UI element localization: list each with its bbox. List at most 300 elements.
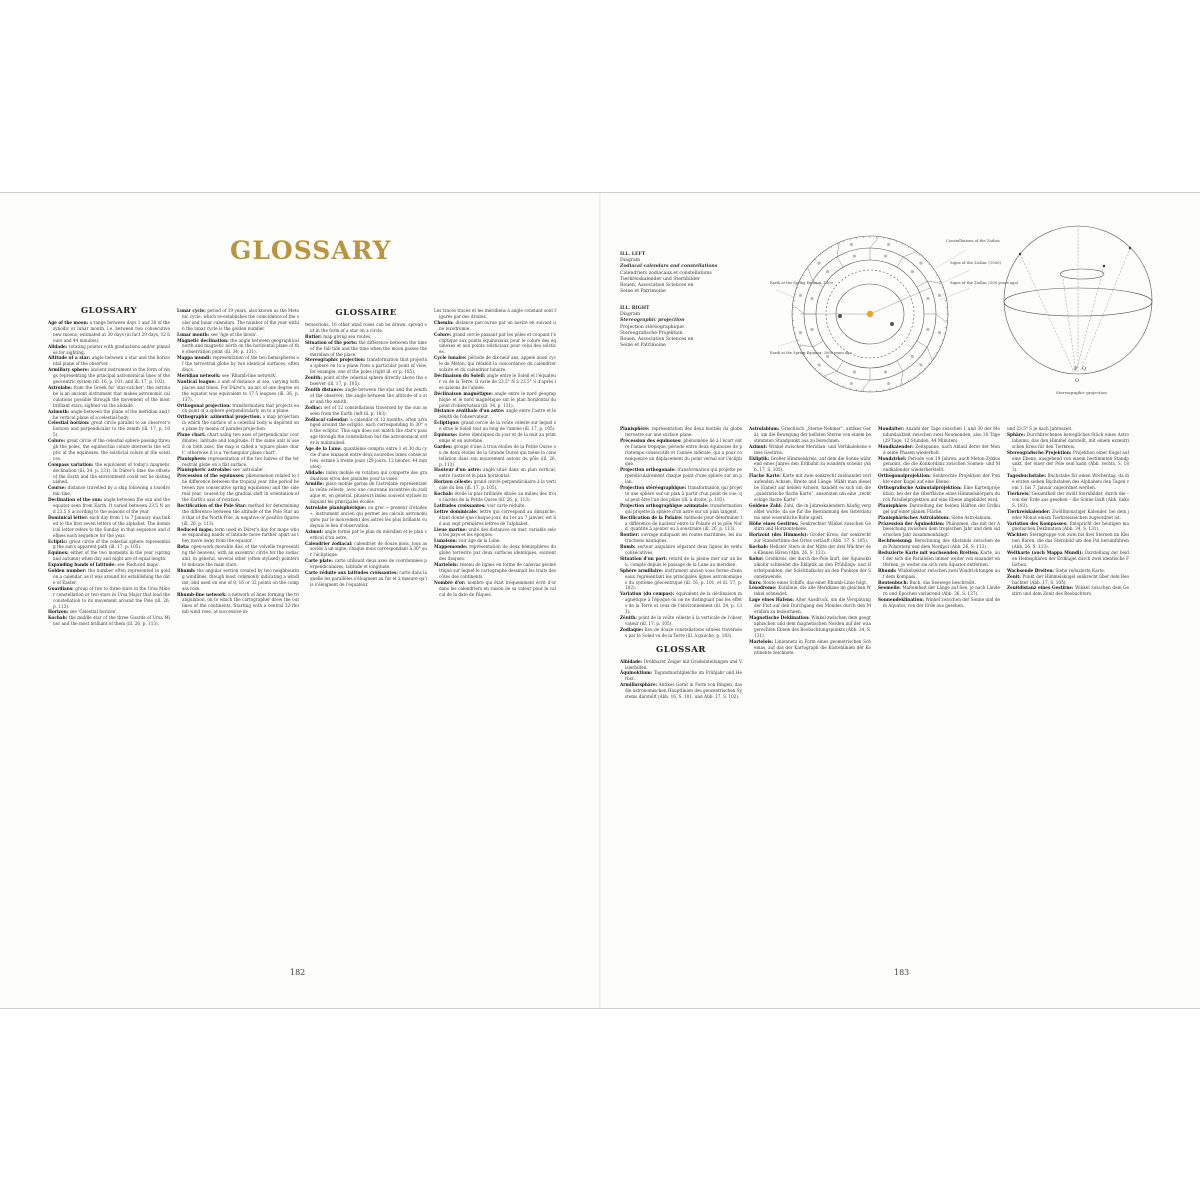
glossary-definition: lettre qui correspond au dimanche, étant donné que chaque jour, du 1er au 7 janvier, est lié aux sept premières lettres de l'alphabet. [439, 508, 556, 526]
glossary-term: Reduzierte Karte mit wachsenden Breiten: [878, 550, 981, 556]
glossary-definition: instrument ancien sous forme d'anneaux représentant les principales lignes astronomiques du système géocentrique (ill. 16, p. 101, et ill. 17, p. 102). [625, 567, 742, 591]
zodiac-tick [896, 241, 897, 243]
glossary-entry [48, 515, 170, 539]
caption-line: Tierkreiskalender und Sternbilder [620, 276, 700, 282]
glossary-entry [749, 556, 871, 580]
glossary-entry [434, 420, 556, 432]
glossary-definition: map giving sea routes. [323, 333, 372, 339]
glossary-entry [878, 456, 1000, 474]
glossary-definition: nombre qui était fréquemment écrit d'or dans les calendriers en raison de sa valeur pour le calcul de la date de Pâques. [439, 579, 556, 597]
zodiac-sign-icon [853, 254, 856, 257]
zodiac-tick [928, 264, 930, 265]
glossary-entry [620, 467, 742, 485]
glossary-definition: Les traces tracés et les méridiens à angle constant sont figurés par des droites. [434, 308, 556, 319]
glossary-term: Nautical league: [177, 378, 218, 384]
glossary-term: Projection stéréographique: [620, 485, 688, 491]
zodiac-division-line [837, 257, 843, 267]
glossary-definition: lieu de douze constellations situées traversées par le Soleil vu de la Terre (ill. à gauche, p. 183). [625, 626, 742, 638]
glossary-definition: each day from 1 to 7 January was linked to the first seven letters of the alphabet. The dominical letter refers to the Sunday in that sequence and defines each sequence for the year. [53, 514, 170, 538]
zodiac-sign-icon [911, 270, 914, 273]
zodiac-sign-icon [850, 382, 853, 385]
zodiac-tick [806, 269, 808, 270]
glossary-definition: représentation de deux hémisphères du globe terrestre par deux surfaces identiques, souvent des disques. [439, 544, 556, 562]
glossary-heading: GLOSSAIRE [335, 308, 397, 318]
glossary-entry [434, 444, 556, 468]
glossary-entry [1007, 432, 1129, 450]
glossary-term: Rhumb: [177, 567, 198, 573]
glossary-entry [48, 485, 170, 497]
glossary-term: Armillarsphäre: [620, 682, 659, 688]
glossary-term: Kochab: [749, 544, 770, 550]
caption-line: Rouen, Association Sciences en [620, 283, 694, 289]
glossary-definition: carte dans laquelle les parallèles s'éloignent au fur et à mesure qu'ils s'éloignent de l'équateur. [310, 570, 427, 587]
zodiac-sign-icon [810, 328, 813, 331]
glossary-term: Hauteur d'un astre: [434, 467, 484, 473]
glossary-definition: Winkelsektor zwischen zwei Windrichtungen auf dem Kompass. [883, 567, 1000, 579]
zodiac-sign-icon [817, 363, 820, 366]
zodiac-sign-icon [810, 297, 813, 300]
caption-line: Stereographic projection [620, 318, 685, 324]
glossary-definition: Winkel zwischen dem geographischen und dem magnetischen Norden auf der waagerechten Ebene des Beobachtungspunkts (Abb. 34, S. 131). [754, 615, 871, 638]
glossary-entry [878, 444, 1000, 456]
glossary-entry [749, 615, 871, 639]
zodiac-tick [797, 287, 799, 288]
caption-line: Seine et Patrimoine [620, 289, 666, 295]
glossary-term: Zenith distance: [305, 386, 345, 392]
glossary-definition: Karte mit zwei senkrecht zueinander verlaufenden Achsen, Breite und Länge. Wählt man dieselbe Einheit auf beiden Achsen, handelt es sich um die „quadratische flache Karte“, ansonsten um eine „rechteckige flache Karte“. [754, 473, 871, 502]
glossary-definition: grand cercle de la voûte céleste sur lequel se situe le Soleil tout au long de l'année (ill. 17, p. 105). [439, 420, 556, 432]
glossary-term: Armille: [305, 481, 326, 487]
glossary-entry [749, 639, 871, 657]
glossary-entry [749, 456, 871, 474]
glossary-entry [620, 568, 742, 592]
glossary-entry [48, 385, 170, 409]
glossary-definition: method for determining the difference between the altitude of the Pole Star and that of the North Pole, in negative or positive figures (ill. 26, p. 113). [182, 502, 299, 526]
glossary-definition: Kurslinie, die alle Meridiane im gleichen Winkel schneidet. [754, 585, 871, 597]
glossary-entry [434, 391, 556, 409]
glossary-definition: angle between the sun and the equator seen from Earth. It varied between 23.5 N and 23.5 S according to the seasons of the year. [53, 497, 170, 514]
glossary-term: Equinox: [48, 550, 71, 556]
glossary-definition: Buch, das Seewege beschreibt. [909, 579, 976, 585]
glossary-entry [177, 473, 299, 503]
glossary-entry [620, 485, 742, 503]
glossary-definition: angle between the plane of the meridian and the vertical plane of a celestial body. [53, 408, 170, 420]
glossary-entry [620, 544, 742, 556]
label-earth-2000: Earth at the Spring Equinox, 2000 years ago [770, 351, 852, 355]
glossary-entry [305, 481, 427, 505]
glossary-entry [48, 367, 170, 385]
glossary-definition: term used in Dürer's day for maps whose expanding bands of latitude move further apart as they move away from the equator. [182, 526, 300, 544]
glossary-entry [305, 570, 427, 588]
glossary-entry [305, 446, 427, 470]
glossary-definition: transformation qui projette une sphère sur un plan à partir d'un point de vue, qui peut être l'un des pôles (ill. à droite, p. 183). [625, 485, 742, 502]
glossary-entry [48, 462, 170, 486]
glossary-entry [878, 485, 1000, 503]
glossary-column-german-2 [878, 426, 1000, 946]
glossary-definition: see 'Age of the moon'. [210, 331, 258, 337]
glossary-term: Reduced maps: [177, 526, 215, 532]
glossary-definition: group of two to three stars in the Ursa Minor constellation or two stars in Ursa Major that lead the constellation to its movement around the Pole (ill. 26, p. 113). [53, 585, 170, 609]
glossary-definition: the equivalent of today's magnetic declination (ill. 34, p. 131). In Dürer's time the offsets of the Earth and the environment could not be distinguished. [53, 461, 170, 485]
glossary-entry [305, 470, 427, 482]
glossary-entry [305, 505, 427, 529]
glossary-entry [305, 558, 427, 570]
glossary-definition: quantième compris entre 1 et 30 du cycle d'une lunaison entre deux nouvelles lunes consécutives, estimé à trente jours (29 jours, 12 heures, 44 minutes). [310, 446, 428, 469]
glossary-term: Lieue marine: [434, 526, 469, 532]
caption-line: Diagram [620, 312, 641, 318]
glossary-term: Kurs: [749, 579, 764, 585]
zodiac-tick [795, 294, 797, 295]
caption-ill-left [620, 252, 770, 295]
caption-line: Stereografische Projektion [620, 330, 683, 336]
zodiac-division-line [927, 347, 932, 361]
glossary-definition: great circle of the celestial sphere representing the sun's apparent path (ill. 17, p. 105). [53, 538, 171, 550]
glossary-column-french [434, 308, 556, 953]
glossary-entry [177, 544, 299, 568]
glossary-term: Horizon: [48, 609, 70, 615]
glossary-entry [434, 527, 556, 539]
zodiac-division-line [897, 257, 903, 267]
glossary-entry [177, 456, 299, 468]
glossary-term: Tagesbuchstabe: [1007, 473, 1048, 479]
glossary-entry [305, 357, 427, 375]
glossary-term: Armillary sphere: [48, 367, 91, 373]
zodiac-sign-icon [938, 331, 941, 334]
glossary-term: Rota: [177, 544, 192, 550]
glossary-definition: Berechnung des Abstands zwischen dem Polarstern und dem Nordpol (Abb. 26, S. 113). [883, 538, 1000, 550]
zodiac-tick [939, 346, 941, 347]
diagram-caption-stereographic: Stereographic projection [1056, 390, 1107, 395]
glossary-definition: Großkreis, der durch die Pole läuft, der Äquinoktialkolur schneidet die Ekliptik an den Frühlings- und Herbstpunkten, der Solstitialkolur an den Punkten der Sonnenwende. [754, 555, 872, 579]
glossary-term: Azimuth: [48, 408, 71, 414]
glossary-definition: Anzahl der Tage zwischen 1 und 30 der Mondumlaufzeit zwischen zwei Neumonden, also 30 Tage (29 Tage, 12 Stunden, 44 Minuten). [883, 426, 1000, 443]
glossary-entry [749, 444, 871, 456]
zodiac-division-line [813, 341, 823, 347]
glossary-term: Routier: [620, 532, 641, 538]
glossary-column-french-2 [620, 426, 742, 946]
zodiac-sign-icon [850, 243, 853, 246]
glossary-definition: either of the two moments in the year (spring and autumn) when day and night are of equal length. [53, 550, 171, 562]
glossary-definition: the angular section created by two neighbouring windlines, though most commonly indicating a windline, and used on one of 8, 16 or 32 points on the compass rose. [182, 567, 299, 591]
glossary-term: Rhumb: [878, 567, 898, 573]
glossary-term: Lage eines Hafens: [749, 597, 796, 603]
glossary-entry [177, 568, 299, 592]
glossary-entry [1007, 509, 1129, 521]
glossary-term: Mondzirkel: [878, 455, 909, 461]
glossary-entry [305, 375, 427, 387]
glossary-term: Variation des Kompasses: [1007, 520, 1070, 526]
glossary-term: Tierkreis: [1007, 490, 1032, 496]
glossary-term: Carte plate: [305, 558, 335, 564]
label-earth-1500: Earth at the Spring Equinox, 1500 [770, 281, 833, 285]
glossary-term: Carte réduite aux latitudes croissantes: [305, 570, 400, 576]
glossary-entry [1007, 532, 1129, 550]
glossary-term: Zodiac: [305, 404, 324, 410]
zodiac-tick [850, 239, 851, 241]
glossary-term: Flache Karte: [749, 473, 783, 479]
zodiac-tick [941, 287, 943, 288]
glossary-term: Alidade: [48, 343, 69, 349]
glossary-definition: transformation qui projette perpendiculairement chaque point d'une sphère sur un plan. [625, 467, 742, 485]
zodiac-division-line [897, 361, 903, 371]
glossary-definition: étoile la plus brillante située au milieu des trois Gardes de la Petite Ourse (ill. 26, p. 113). [439, 491, 556, 502]
glossary-entry [305, 387, 427, 405]
glossary-entry [620, 682, 742, 700]
glossary-entry [305, 322, 427, 334]
glossary-definition: see 'Rhumb-line network'. [221, 372, 278, 378]
glossary-definition: Liniennetz in Form eines geometrischen Schemas, auf das der Kartograph die Küstenlinien der Kontinente zeichnete. [754, 638, 872, 656]
zodiac-sign-icon [926, 328, 929, 331]
glossary-definition: Griechisch „Sterne-Nehmer“, antikes Gerät, um die Bewegung der hellsten Sterne von einem bestimmten Standpunkt aus zu berechnen. [754, 426, 871, 443]
glossary-entry [177, 403, 299, 415]
glossary-definition: pièce mobile garnie de l'astrolabe représentant la voûte céleste, avec une couronne excentrée du zodiaque et, en général, plusieurs index souvent stylisés indiquant les principales étoiles. [310, 481, 427, 505]
glossary-term: Lunar cycle: [177, 308, 208, 313]
glossary-term: Mondalter: [878, 426, 906, 431]
glossary-term: Gardes: [434, 443, 454, 449]
glossary-definition: retard de la pleine mer sur un lieu, compté depuis le passage de la Lune au méridien. [625, 555, 743, 567]
glossary-entry [305, 541, 427, 559]
caption-line: Projection stéréographique [620, 324, 684, 330]
glossary-term: Zenit: [1007, 573, 1023, 579]
glossary-term: Weltkarte (auch Mappa Mundi): [1007, 550, 1085, 556]
glossary-term: Kochab: [48, 615, 69, 621]
glossary-entry [749, 585, 871, 597]
glossary-entry [48, 320, 170, 344]
glossary-entry [1007, 450, 1129, 474]
glossary-definition: Siehe reduzierte Karte. [1055, 567, 1106, 573]
glossary-term: Rectification of the Pole Star: [177, 502, 249, 508]
glossary-definition: Alter Ausdruck, um die Verspätung der Flut auf den Durchgang des Mondes durch den Meridian zu bezeichnen. [754, 597, 871, 615]
glossary-definition: Maßeinheit der Länge auf See, je nach Ländern und Epochen variierend (Abb. 36, S. 137). [883, 585, 1000, 597]
glossary-definition: period of 19 years, also known as the Metonic cycle, which re-establishes the coincidence of the solar and lunar calendars. The number of the year within the lunar cycle is the golden number. [182, 308, 299, 331]
glossary-entry [878, 503, 1000, 515]
zodiac-sign-icon [887, 243, 890, 246]
glossary-term: Orthogonalprojektion: [878, 473, 933, 479]
zodiac-division-line [936, 314, 947, 323]
glossary-entry [620, 503, 742, 515]
glossary-term: Wächter: [1007, 532, 1030, 538]
glossary-definition: ou grec « preneur d'étoiles », instrument ancien qui permet les calculs astronomiques par le mouvement des astres les plus brillants vu depuis le lieu d'observation. [310, 505, 428, 528]
glossary-definition: dates identiques du jour et de la nuit au printemps et en automne. [439, 432, 556, 443]
glossary-column-english-french [305, 308, 427, 953]
glossary-entry [434, 432, 556, 444]
glossary-definition: representation of the two halves of the terrestrial globe on a flat surface. [182, 455, 299, 467]
glossary-definition: the difference between the time of the full tide and the time when the moon passes the meridian of the place. [310, 339, 427, 357]
glossary-definition: index mobile en rotation qui comporte des graduations et/ou des pinnules pour la visée. [310, 469, 427, 481]
glossary-entry [1007, 521, 1129, 533]
zodiac-sign-icon [887, 382, 890, 385]
glossary-term: Magnetic declination: [177, 337, 231, 343]
glossary-definition: Hellster Stern in der Mitte der drei Wächter des Kleinen Bären (Abb. 26, S. 113). [754, 544, 871, 556]
glossary-term: Azimut: [305, 528, 325, 534]
glossary-entry [878, 585, 1000, 597]
glossary-entry [177, 308, 299, 332]
glossary-entry [177, 338, 299, 356]
glossary-entry [620, 438, 742, 468]
glossary-term: Loxodrome: [749, 585, 779, 591]
glossary-entry [620, 627, 742, 639]
glossary-entry [434, 408, 556, 420]
zodiac-division-line [903, 252, 917, 257]
zodiac-tick [843, 241, 844, 243]
glossary-entry [48, 550, 170, 562]
glossary-term: Celestial horizon: [48, 420, 92, 426]
glossary-definition: calendrier de douze mois, tous associés à un signe, chaque mois correspondant à 30° sur l'écliptique. [310, 540, 427, 558]
zodiac-sign-icon [826, 270, 829, 273]
glossary-definition: angle entre l'astre et le zénith de l'observateur. [439, 408, 556, 420]
caption-line: Calendriers zodiacaux et constellations [620, 270, 712, 276]
glossary-entry [434, 308, 556, 320]
glossary-entry [177, 355, 299, 373]
zodiac-tick [914, 250, 915, 252]
zodiac-tick [795, 334, 797, 335]
zodiac-tick [810, 264, 812, 265]
glossary-term: Astrolabe: [48, 384, 74, 390]
zodiac-tick [825, 376, 826, 378]
caption-line: Zodiacal calendars and constellations [620, 264, 718, 270]
glossary-term: Horizont (des Himmels): [749, 532, 810, 538]
glossary-entry [1007, 585, 1129, 597]
glossary-definition: Sterngruppe von zwei bis drei Sternen im Kleinen Bären, die das Sternbild um den Pol herumführen (Abb. 26, S. 113). [1012, 532, 1129, 550]
glossary-term: Alidade: [305, 469, 326, 475]
glossary-term: Guardians: [48, 585, 76, 591]
zodiac-division-line [793, 305, 804, 314]
glossary-term: Rutter: [305, 333, 324, 339]
glossary-entry [434, 355, 556, 373]
glossary-entry [434, 373, 556, 391]
glossary-definition: great circle parallel to an observer's horizon and perpendicular to the zenith (ill. 17, p. 105). [53, 420, 170, 438]
glossary-entry [48, 615, 170, 627]
glossary-term: Écliptique: [434, 420, 462, 426]
point-label-p: P [1074, 366, 1078, 372]
zodiac-tick [924, 368, 925, 369]
caption-tag: ILL. RIGHT [620, 306, 650, 311]
zodiac-sign-icon [919, 363, 922, 366]
glossary-definition: see 'astrolabe'. [232, 467, 265, 473]
glossary-definition: ouvrage indiquant les routes maritimes, les instructions nautiques. [625, 532, 743, 544]
glossary-definition: grand cercle passant par les pôles et coupant l'écliptique aux points équinoxiaux pour le colure des équinoxes et aux points solsticiaux pour celui des solstices. [439, 331, 557, 355]
glossary-term: Zodiacal calendar: [305, 416, 351, 422]
glossary-definition: see 'Reduced maps'. [117, 562, 161, 568]
glossary-definition: see 'Celestial horizon'. [69, 609, 118, 615]
glossary-definition: point of the celestial sphere directly above the observer (ill. 17, p. 105). [310, 375, 427, 387]
glossary-definition: unité des distances en mer, variable selon les pays et les époques. [439, 526, 556, 538]
glossary-term: Plane chart: [177, 432, 208, 438]
glossary-term: Astrolabium: [749, 426, 782, 431]
glossary-definition: ancient instrument in the form of rings representing the principal astronomical lines of the geocentric system (ill. 16, p. 101, and ill. 17, p. 102). [53, 367, 170, 385]
zodiac-sign-icon [926, 297, 929, 300]
caption-line: Diagram [620, 258, 641, 264]
glossary-definition: Phänomen, das mit der Abweichung zwischen dem tropischen Jahr und dem siderischen Jahr zusammenhängt. [883, 520, 1000, 538]
zodiac-tick [815, 368, 816, 369]
glossary-term: Tierkreiskalender: [1007, 508, 1053, 514]
glossary-definition: Punkt der Himmelskugel senkrecht über dem Beobachter (Abb. 17, S. 105). [1012, 573, 1130, 585]
glossary-definition: distance parcourue par un navire en suivant une loxodromie. [439, 319, 556, 331]
glossary-definition: phénomène lié à l'écart entre l'année tropique, période entre deux équinoxes de printemps consécutifs et l'année sidérale, qui a pour conséquence un déplacement du point vernal sur l'écliptique. [625, 437, 742, 467]
page-title: GLOSSARY [230, 236, 392, 265]
glossary-definition: Route eines Schiffs, das einer Rhumb-Linie folgt. [763, 579, 868, 585]
label-signs-500: Signs of the Zodiac (500 years ago) [950, 280, 1019, 285]
glossary-definition: équivalent de la déclinaison magnétique à l'époque où on ne distinguait pas les effets de la Terre et ceux de l'environnement (ill. 34, p. 131). [625, 591, 742, 615]
glossary-entry [620, 670, 742, 682]
glossary-definition: Projektion einer Kugel auf eine Ebene, ausgehend von einem bestimmten Standpunkt, der einer der Pole sein kann (Abb. rechts, S. 183). [1012, 449, 1129, 473]
glossary-term: Nombre d'or: [434, 579, 468, 585]
zodiac-sign-icon [799, 331, 802, 334]
glossary-definition: voir carte réduite. [487, 502, 526, 508]
zodiac-sign-icon [911, 355, 914, 358]
glossary-entry [434, 320, 556, 332]
label-signs-1500: Signs of the Zodiac (1500) [950, 260, 1001, 265]
glossary-term: Zodiaque: [620, 626, 645, 632]
glossary-entry [620, 426, 742, 438]
glossary-term: Stereographic projection: [305, 357, 367, 363]
zodiac-tick [843, 385, 844, 387]
zodiac-tick [939, 281, 941, 282]
glossary-term: Äquinoktium: [620, 670, 654, 676]
glossary-definition: méthode pour déterminer la différence de hauteur entre la Polaire et le pôle Nord, quantité à ajouter ou à soustraire (ill. 26, p. 113). [625, 514, 742, 532]
glossary-column-english-1 [48, 306, 170, 951]
glossary-entry [878, 550, 1000, 568]
glossary-term: Ecliptic: [48, 538, 70, 544]
zodiac-tick [815, 259, 816, 260]
glossary-entry [48, 409, 170, 421]
glossary-term: Mappemonde: [434, 544, 470, 550]
glossary-entry [305, 405, 427, 417]
glossary-definition: transformation qui projette la sphère d'un astre sur un plan tangent. [625, 502, 742, 514]
glossary-definition: representation of the two hemispheres of the terrestrial globe by two identical surfaces, often discs. [182, 355, 299, 373]
glossary-column-german-3 [1007, 426, 1129, 946]
glossary-term: Azimut: [749, 443, 769, 449]
glossary-definition: transformation that projects a sphere on to a plane from a particular point of view, for example, one of the poles (right ill. or p. 185). [310, 357, 428, 375]
caption-tag: ILL. LEFT [620, 252, 646, 257]
glossary-entry [48, 586, 170, 610]
zodiac-sign-icon [817, 261, 820, 264]
glossary-term: Rectification de la Polaire: [620, 514, 685, 520]
glossary-term: Rhumb-line network: [177, 591, 229, 597]
zodiac-tick [837, 243, 838, 245]
glossary-definition: open-work movable disc of the volvelle representing the heavens, with an excentric circle for the zodiac and, in general, several other (often stylised) pointers to indicate the main stars. [182, 544, 299, 567]
glossary-entry [305, 340, 427, 358]
glossary-term: Age of the moon: [48, 320, 90, 325]
glossary-term: Martelois: [434, 561, 460, 567]
glossary-definition: the number often represented in gold on a calendar, as it was around for establishing the date of Easter. [53, 568, 170, 585]
glossary-term: Höhe eines Gestirns: [749, 520, 801, 526]
glossary-entry [434, 544, 556, 562]
glossary-term: Golden number: [48, 568, 89, 574]
glossary-term: Colure: [434, 331, 453, 337]
glossary-definition: secteur angulaire séparant deux lignes de vents consécutives. [625, 544, 742, 556]
glossary-entry [48, 438, 170, 462]
glossary-term: Meridian network: [177, 372, 222, 378]
page-gutter [599, 193, 601, 1008]
glossary-definition: Senkrechter Winkel zwischen Gestirn und Horizontebene. [754, 520, 872, 532]
glossary-entry [177, 379, 299, 403]
glossary-term: Rechtweisung: [878, 538, 915, 544]
glossary-entry [177, 527, 299, 545]
glossary-entry [434, 491, 556, 503]
glossary-definition: from the Greek for 'star-catcher', the astrolabe is an ancient instrument that makes astronomic calculations possible through the movement of the most brilliant stars, sighted via the alidade. [53, 384, 170, 408]
zodiac-sign-icon [919, 261, 922, 264]
glossary-definition: rotating pointer with graduations and/or pinnules for sighting. [53, 343, 170, 355]
glossary-term: Goldene Zahl: [749, 502, 784, 508]
zodiac-tick [799, 346, 801, 347]
glossary-definition: voir âge de la Lune. [458, 538, 501, 544]
glossary-column-german-1 [749, 426, 871, 946]
glossary-term: Ekliptik: [749, 455, 771, 461]
zodiac-sign-icon [853, 370, 856, 373]
glossary-term: Kolur: [749, 555, 766, 561]
glossary-term: Zenitdistanz eines Gestirns: [1007, 585, 1076, 591]
